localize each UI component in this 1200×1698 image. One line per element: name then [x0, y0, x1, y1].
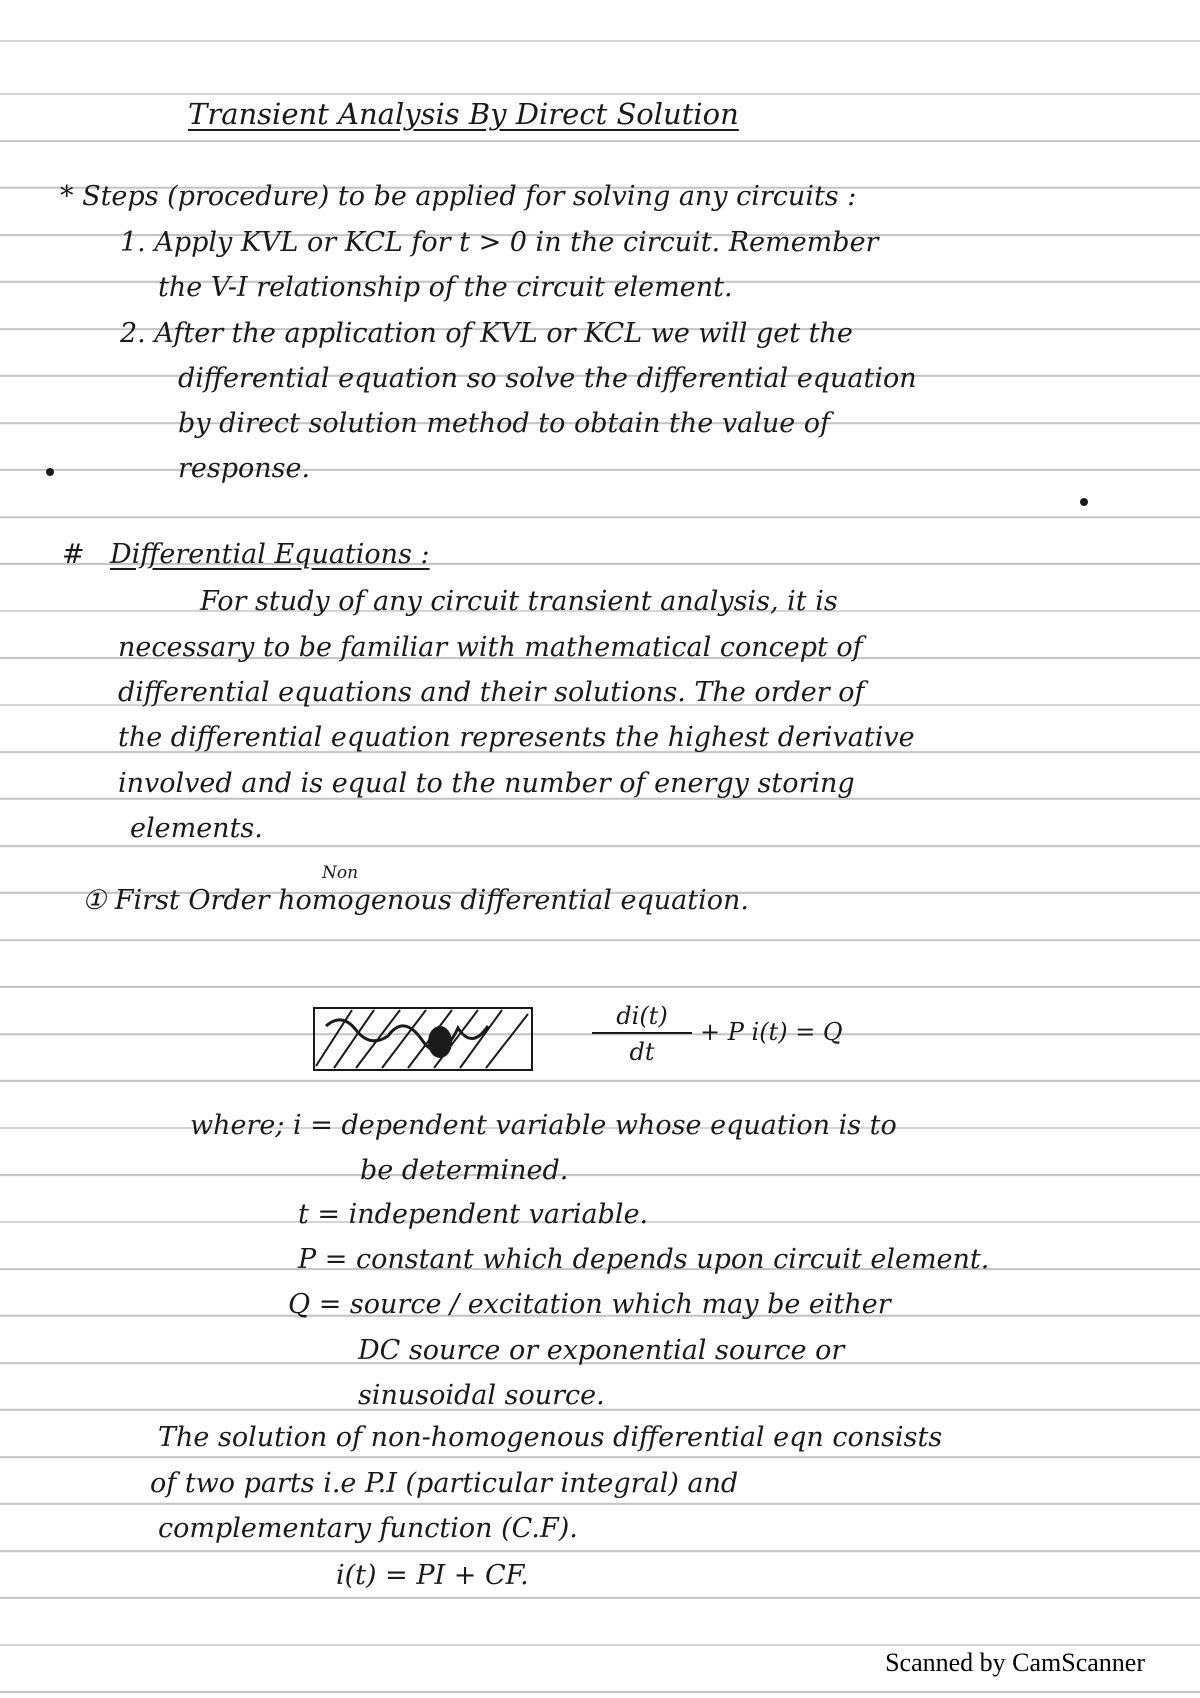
first-order-heading: ① First Order homogenous differential equation. — [82, 885, 749, 916]
step-2-line-1: 2. After the application of KVL or KCL we will get the — [120, 318, 853, 349]
where-p-line: P = constant which depends upon circuit element. — [298, 1244, 990, 1275]
where-i-continued: be determined. — [360, 1155, 569, 1186]
where-q-line: Q = source / excitation which may be either — [288, 1289, 891, 1320]
differential-para-line-1: For study of any circuit transient analysis, it is — [200, 586, 838, 617]
inserted-word-non: Non — [322, 863, 359, 883]
fraction-numerator: di(t) — [592, 1002, 692, 1034]
camscanner-watermark: Scanned by CamScanner — [885, 1648, 1145, 1677]
page-title: Transient Analysis By Direct Solution — [188, 97, 739, 131]
differential-para-line-2: necessary to be familiar with mathematical concept of — [118, 632, 863, 663]
where-i-line: where; i = dependent variable whose equation is to — [190, 1110, 897, 1141]
where-q-continued-1: DC source or exponential source or — [358, 1335, 845, 1366]
solution-line-2: of two parts i.e P.I (particular integral) and — [150, 1468, 739, 1499]
ink-dot — [1080, 498, 1088, 506]
differential-para-line-3: differential equations and their solutions. The order of — [118, 677, 865, 708]
step-1-line-1: 1. Apply KVL or KCL for t > 0 in the circuit. Remember — [120, 227, 879, 258]
step-2-line-4: response. — [178, 453, 311, 484]
differential-para-line-5: involved and is equal to the number of energy storing — [118, 768, 855, 799]
fraction-denominator: dt — [629, 1038, 655, 1066]
differential-para-line-4: the differential equation represents the highest derivative — [118, 722, 915, 753]
equation-rest: + P i(t) = Q — [700, 1018, 843, 1046]
where-t-line: t = independent variable. — [298, 1199, 649, 1230]
derivative-fraction — [592, 1002, 692, 1066]
step-1-line-2: the V-I relationship of the circuit element. — [158, 272, 733, 303]
differential-heading: Differential Equations : — [110, 539, 430, 570]
crossed-out-scribble — [312, 1006, 534, 1072]
where-q-continued-2: sinusoidal source. — [358, 1380, 605, 1411]
ink-dot — [46, 468, 54, 476]
solution-result: i(t) = PI + CF. — [336, 1560, 529, 1591]
steps-heading: * Steps (procedure) to be applied for solving any circuits : — [60, 181, 857, 212]
solution-line-1: The solution of non-homogenous differential eqn consists — [158, 1422, 943, 1453]
solution-line-3: complementary function (C.F). — [158, 1513, 578, 1544]
step-2-line-2: differential equation so solve the differential equation — [178, 363, 917, 394]
step-2-line-3: by direct solution method to obtain the value of — [178, 408, 831, 439]
section-marker: # — [62, 539, 85, 570]
differential-para-line-6: elements. — [130, 813, 263, 844]
